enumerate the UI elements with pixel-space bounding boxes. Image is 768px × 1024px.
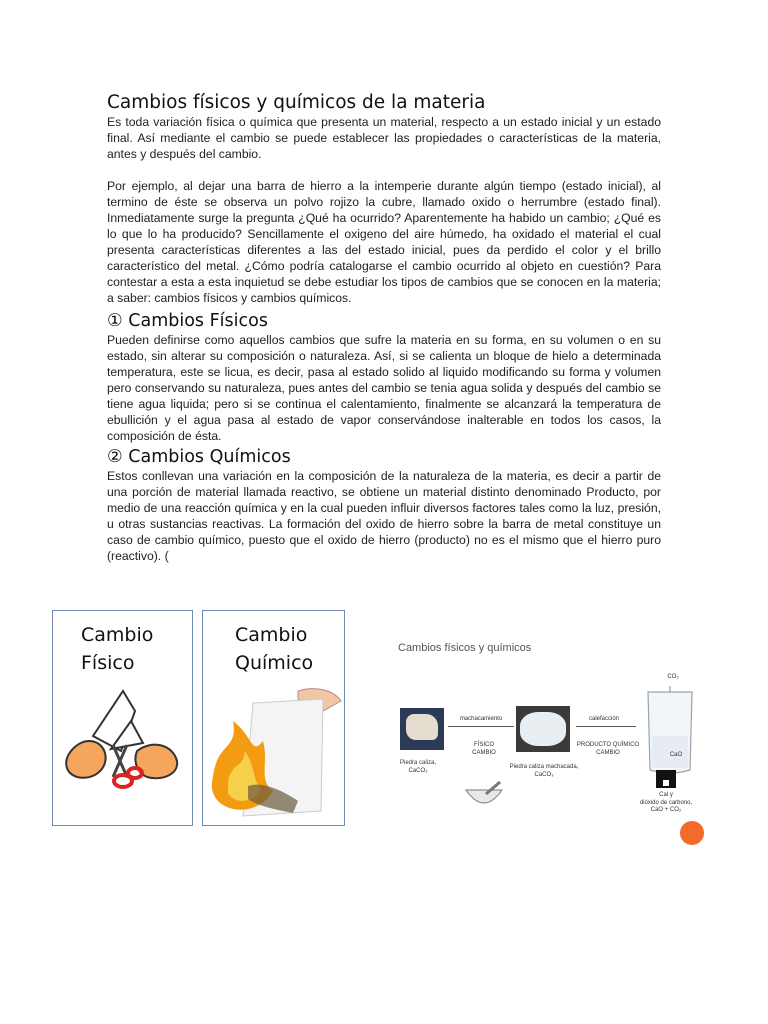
physical-card-title: Cambio Físico	[81, 624, 154, 674]
crushed-limestone-photo	[516, 706, 570, 752]
label-physical-change: FÍSICO CAMBIO	[472, 742, 496, 756]
physical-chemical-process-diagram	[388, 632, 706, 827]
hands-cutting-paper-illustration	[53, 681, 191, 801]
page-title: Cambios físicos y químicos de la materia	[107, 92, 486, 113]
chemical-change-card	[202, 610, 345, 826]
burner-icon	[656, 770, 676, 788]
arrow-heating	[576, 726, 636, 727]
label-co2: CO₂	[667, 674, 679, 680]
burning-paper-illustration	[203, 681, 343, 821]
chemical-card-title: Cambio Químico	[235, 624, 314, 674]
orange-dot-decoration	[680, 821, 704, 845]
document-body	[107, 92, 661, 564]
label-chemical-change: PRODUCTO QUÍMICO CAMBIO	[576, 742, 640, 756]
section-text-physical: Pueden definirse como aquellos cambios que sufre la materia en su forma, en su volumen o en su estado, sin alterar su composición o naturaleza. Así, si se calienta un bloque de hielo a determinada temperatura, este se licua, es decir, pasa al estado solido al liquido modificando su forma y volumen pero conservando su naturaleza, pues antes del cambio se tenia agua solida y después del cambio se tiene agua liquida; pero si se continua el calentamiento, finalmente se alcanzará la temperatura de ebullición y el agua pasa al estado de vapor conservándose inalterable en todos los casos, la composición de ésta.	[107, 333, 661, 443]
mortar-icon	[462, 780, 506, 814]
label-crushed-limestone: Piedra caliza machacada, CaCO₃	[509, 764, 579, 778]
label-crushing: machacamiento	[459, 716, 503, 722]
intro-paragraph-1: Es toda variación física o química que presenta un material, respecto a un estado inicial y un estado final. Así mediante el cambio se puede establecer las propiedades o características de la materia, antes y después del cambio.	[107, 115, 661, 161]
section-text-chemical: Estos conllevan una variación en la composición de la naturaleza de la materia, es decir a partir de una porción de material llamada reactivo, se obtiene un material distinto denominado Producto, por medio de una reacción química y en la cual pueden influir diversos factores tales como la luz, presión, u otras sustancias reactivas. La formación del oxido de hierro sobre la barra de metal constituye un caso de cambio químico, puesto que el oxido de hierro (producto) no es el mismo que el hierro puro (reactivo). (	[107, 469, 661, 563]
section-heading-chemical: ② Cambios Químicos	[107, 447, 291, 467]
limestone-photo	[400, 708, 444, 750]
label-limestone: Piedra caliza, CaCO₃	[399, 760, 437, 774]
label-lime-co2: Cal y dióxido de carbono, CaO + CO₂	[639, 792, 693, 813]
label-heating: calefacción	[588, 716, 620, 722]
label-cao: CaO	[669, 752, 683, 758]
arrow-crushing	[448, 726, 514, 727]
intro-paragraph-2: Por ejemplo, al dejar una barra de hierro a la intemperie durante algún tiempo (estado inicial), al termino de éste se observa un polvo rojizo la cubre, llamado oxido o herrumbre (estado final). Inmediatamente surge la pregunta ¿Qué ha ocurrido? Aparentemente ha habido un cambio; ¿Qué es lo que lo ha producido? Sencillamente el oxigeno del aire húmedo, ha oxidado el material el cual presenta características diferentes a las del estado inicial, pues da perdido el color y el brillo característico del metal. ¿Cómo podría catalogarse el cambio ocurrido al objeto en cuestión? Para contestar a esta a esta inquietud se debe estudiar los tipos de cambios que se conocen en la materia; a saber: cambios físicos y cambios químicos.	[107, 179, 661, 305]
physical-change-card	[52, 610, 193, 826]
section-heading-physical: ① Cambios Físicos	[107, 311, 268, 331]
diagram-title: Cambios físicos y químicos	[398, 642, 532, 654]
